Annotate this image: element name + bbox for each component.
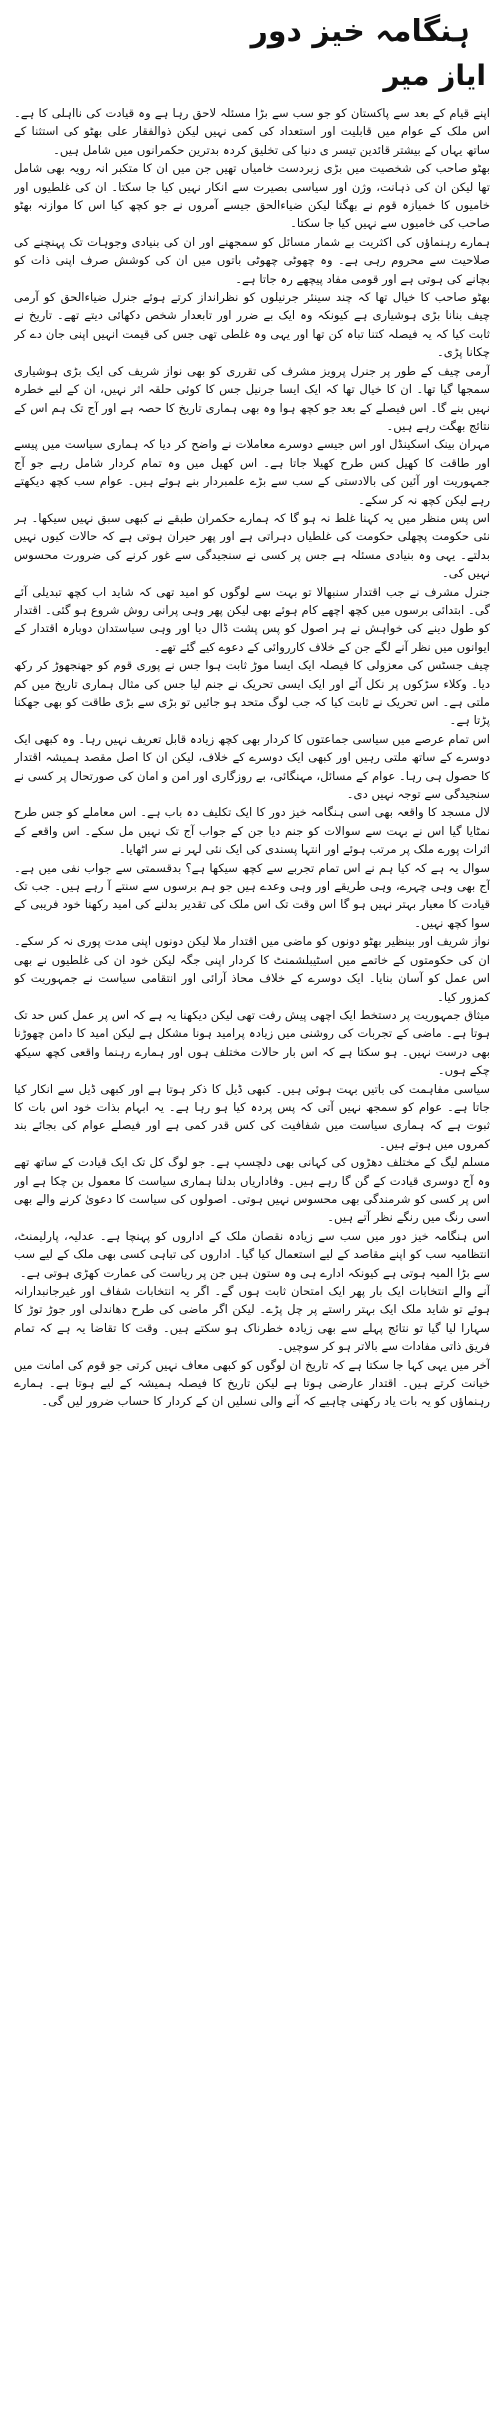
paragraph: آخر میں یہی کہا جا سکتا ہے کہ تاریخ ان لوگوں کو کبھی معاف نہیں کرتی جو قوم کی امانت میں خیانت کرتے ہیں۔ اقتدار عارضی ہوتا ہے لیکن تاریخ کا فیصلہ ہمیشہ کے لیے ہوتا ہے۔ ہمارے رہنماؤں کو یہ بات یاد رکھنی چاہیے کہ آنے والی نسلیں ان کے کردار کا حساب ضرور لیں گی۔ xyxy=(14,1357,490,1409)
article-author: ایاز میر xyxy=(383,59,486,92)
paragraph: بھٹو صاحب کا خیال تھا کہ چند سینئر جرنیلوں کو نظرانداز کرتے ہوئے جنرل ضیاءالحق کو آرمی چیف بنانا بڑی ہوشیاری ہے کیونکہ وہ ایک بے ضرر اور تابعدار شخص دکھائی دیتے تھے۔ تاریخ نے ثابت کیا کہ یہ فیصلہ کتنا تباہ کن تھا اور یہی وہ غلطی تھی جس کی قیمت انہیں اپنی جان دے کر چکانا پڑی۔ xyxy=(14,290,490,360)
paragraph: ہمارے رہنماؤں کی اکثریت بے شمار مسائل کو سمجھنے اور ان کی بنیادی وجوہات تک پہنچنے کی صلاحیت سے محروم رہی ہے۔ وہ چھوٹی چھوٹی باتوں میں ان کی کوشش صرف اپنی ذات کو بچانے کی ہوتی ہے اور قومی مفاد پیچھے رہ جاتا ہے۔ xyxy=(14,234,490,286)
paragraph: آنے والے انتخابات ایک بار پھر ایک امتحان ثابت ہوں گے۔ اگر یہ انتخابات شفاف اور غیرجانبدارانہ ہوئے تو شاید ملک ایک بہتر راستے پر چل پڑے۔ لیکن اگر ماضی کی طرح دھاندلی اور جوڑ توڑ کا سہارا لیا گیا تو نتائج پہلے سے بھی زیادہ خطرناک ہو سکتے ہیں۔ وقت کا تقاضا یہ ہے کہ تمام فریق ذاتی مفادات سے بالاتر ہو کر سوچیں۔ xyxy=(14,1284,490,1354)
paragraph: جنرل مشرف نے جب اقتدار سنبھالا تو بہت سے لوگوں کو امید تھی کہ شاید اب کچھ تبدیلی آئے گی۔ ابتدائی برسوں میں کچھ اچھے کام ہوئے بھی لیکن پھر وہی پرانی روش شروع ہو گئی۔ اقتدار کو طول دینے کی خواہش نے ہر اصول کو پس پشت ڈال دیا اور وہی سیاستدان دوبارہ اقتدار کے ایوانوں میں نظر آنے لگے جن کے خلاف کارروائی کے دعوے کیے گئے تھے۔ xyxy=(14,584,490,654)
paragraph: اپنے قیام کے بعد سے پاکستان کو جو سب سے بڑا مسئلہ لاحق رہا ہے وہ قیادت کی نااہلی کا ہے۔ اس ملک کے عوام میں قابلیت اور استعداد کی کمی نہیں لیکن ذوالفقار علی بھٹو کی استثنا کے ساتھ یہاں کے بیشتر قائدین تیسر ی دنیا کی تخلیق کردہ بدترین حکمرانوں میں شامل ہیں۔ xyxy=(14,106,490,157)
article-title: ہنگامہ خیز دور xyxy=(250,14,470,49)
article-body xyxy=(14,104,490,1411)
paragraph: سوال یہ ہے کہ کیا ہم نے اس تمام تجربے سے کچھ سیکھا ہے؟ بدقسمتی سے جواب نفی میں ہے۔ آج بھی وہی چہرے، وہی طریقے اور وہی وعدے ہیں جو ہم برسوں سے سنتے آ رہے ہیں۔ جب تک قیادت کا معیار بہتر نہیں ہو گا اس وقت تک اس ملک کی تقدیر بدلنے کی امید رکھنا خود فریبی کے سوا کچھ نہیں۔ xyxy=(14,860,490,930)
paragraph: چیف جسٹس کی معزولی کا فیصلہ ایک ایسا موڑ ثابت ہوا جس نے پوری قوم کو جھنجھوڑ کر رکھ دیا۔ وکلاء سڑکوں پر نکل آئے اور ایک ایسی تحریک نے جنم لیا جس کی مثال ہماری تاریخ میں کم ملتی ہے۔ اس تحریک نے ثابت کیا کہ جب لوگ متحد ہو جائیں تو بڑی سے بڑی طاقت کو بھی جھکنا پڑتا ہے۔ xyxy=(14,658,490,728)
paragraph: سیاسی مفاہمت کی باتیں بہت ہوئی ہیں۔ کبھی ڈیل کا ذکر ہوتا ہے اور کبھی ڈیل سے انکار کیا جاتا ہے۔ عوام کو سمجھ نہیں آتی کہ پس پردہ کیا ہو رہا ہے۔ یہ ابہام بذات خود اس بات کا ثبوت ہے کہ ہماری سیاست میں شفافیت کی کس قدر کمی ہے اور فیصلے عوام کی بجائے بند کمروں میں ہوتے ہیں۔ xyxy=(14,1081,490,1151)
paragraph: لال مسجد کا واقعہ بھی اسی ہنگامہ خیز دور کا ایک تکلیف دہ باب ہے۔ اس معاملے کو جس طرح نمٹایا گیا اس نے بہت سے سوالات کو جنم دیا جن کے جواب آج تک نہیں مل سکے۔ اس واقعے کے اثرات پورے ملک پر مرتب ہوئے اور انتہا پسندی کی ایک نئی لہر نے سر اٹھایا۔ xyxy=(14,805,490,857)
paragraph: مسلم لیگ کے مختلف دھڑوں کی کہانی بھی دلچسپ ہے۔ جو لوگ کل تک ایک قیادت کے ساتھ تھے وہ آج دوسری قیادت کے گن گا رہے ہیں۔ وفاداریاں بدلنا ہماری سیاست کا معمول بن چکا ہے اور اس پر کسی کو شرمندگی بھی محسوس نہیں ہوتی۔ اصولوں کی سیاست کا دعویٰ کرنے والے بھی اسی رنگ میں رنگے نظر آتے ہیں۔ xyxy=(14,1155,490,1225)
paragraph: نواز شریف اور بینظیر بھٹو دونوں کو ماضی میں اقتدار ملا لیکن دونوں اپنی مدت پوری نہ کر سکے۔ ان کی حکومتوں کے خاتمے میں اسٹیبلشمنٹ کا کردار اپنی جگہ لیکن خود ان کی غلطیوں نے بھی اس عمل کو آسان بنایا۔ ایک دوسرے کے خلاف محاذ آرائی اور انتقامی سیاست نے جمہوریت کو کمزور کیا۔ xyxy=(14,934,490,1004)
paragraph: اس ہنگامہ خیز دور میں سب سے زیادہ نقصان ملک کے اداروں کو پہنچا ہے۔ عدلیہ، پارلیمنٹ، انتظامیہ سب کو اپنے مقاصد کے لیے استعمال کیا گیا۔ اداروں کی تباہی کسی بھی ملک کے لیے سب سے بڑا المیہ ہوتی ہے کیونکہ ادارے ہی وہ ستون ہیں جن پر ریاست کی عمارت کھڑی ہوتی ہے۔ xyxy=(14,1228,490,1280)
paragraph: مہران بینک اسکینڈل اور اس جیسے دوسرے معاملات نے واضح کر دیا کہ ہماری سیاست میں پیسے اور طاقت کا کھیل کس طرح کھیلا جاتا ہے۔ اس کھیل میں وہ تمام کردار شامل رہے جو آج جمہوریت اور آئین کی بالادستی کے سب سے بڑے علمبردار بنے ہوئے ہیں۔ عوام سب کچھ دیکھتے رہے لیکن کچھ نہ کر سکے۔ xyxy=(14,437,490,507)
paragraph: میثاق جمہوریت پر دستخط ایک اچھی پیش رفت تھی لیکن دیکھنا یہ ہے کہ اس پر عمل کس حد تک ہوتا ہے۔ ماضی کے تجربات کی روشنی میں زیادہ پرامید ہونا مشکل ہے لیکن امید کا دامن چھوڑنا بھی درست نہیں۔ ہو سکتا ہے کہ اس بار حالات مختلف ہوں اور ہمارے رہنما واقعی کچھ سیکھ چکے ہوں۔ xyxy=(14,1007,490,1078)
paragraph: اس تمام عرصے میں سیاسی جماعتوں کا کردار بھی کچھ زیادہ قابل تعریف نہیں رہا۔ وہ کبھی ایک دوسرے کے ساتھ ملتی رہیں اور کبھی ایک دوسرے کے خلاف، لیکن ان کا اصل مقصد ہمیشہ اقتدار کا حصول ہی رہا۔ عوام کے مسائل، مہنگائی، بے روزگاری اور امن و امان کی صورتحال پر کسی نے سنجیدگی سے توجہ نہیں دی۔ xyxy=(14,731,490,802)
paragraph: آرمی چیف کے طور پر جنرل پرویز مشرف کی تقرری کو بھی نواز شریف کی ایک بڑی ہوشیاری سمجھا گیا تھا۔ ان کا خیال تھا کہ ایک ایسا جرنیل جس کا کوئی حلقہ اثر نہیں، ان کے لیے خطرہ نہیں بنے گا۔ اس فیصلے کے بعد جو کچھ ہوا وہ بھی ہماری تاریخ کا حصہ ہے اور آج تک ہم اس کے نتائج بھگت رہے ہیں۔ xyxy=(14,363,490,433)
paragraph: اس پس منظر میں یہ کہنا غلط نہ ہو گا کہ ہمارے حکمران طبقے نے کبھی سبق نہیں سیکھا۔ ہر نئی حکومت پچھلی حکومت کی غلطیاں دہراتی ہے اور پھر حیران ہوتی ہے کہ حالات کیوں نہیں بدلتے۔ یہی وہ بنیادی مسئلہ ہے جس پر کسی نے سنجیدگی سے غور کرنے کی ضرورت محسوس نہیں کی۔ xyxy=(14,510,490,581)
paragraph: بھٹو صاحب کی شخصیت میں بڑی زبردست خامیاں تھیں جن میں ان کا متکبر انہ رویہ بھی شامل تھا لیکن ان کی ذہانت، وژن اور سیاسی بصیرت سے انکار نہیں کیا جا سکتا۔ ان کی غلطیوں اور خامیوں کا خمیازہ قوم نے بھگتا لیکن ضیاءالحق جیسے آمروں نے جو کچھ کیا اس کا موازنہ بھٹو صاحب کی خامیوں سے نہیں کیا جا سکتا۔ xyxy=(14,161,490,231)
article-page xyxy=(14,10,490,2418)
